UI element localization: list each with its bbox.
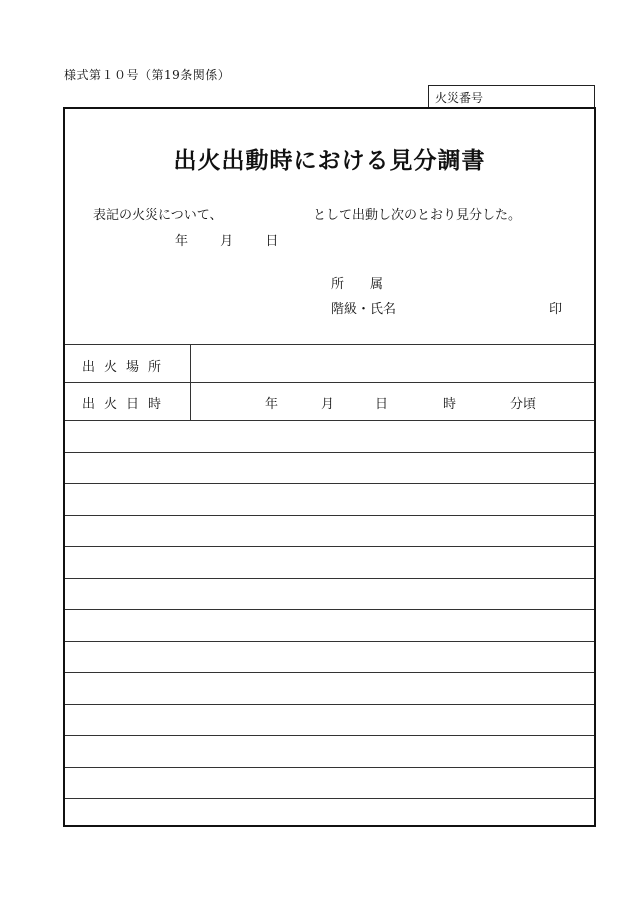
ruled-line: [65, 609, 594, 610]
datetime-year-unit: 年: [265, 397, 279, 412]
datetime-hour-unit: 時: [443, 397, 457, 412]
report-frame: [63, 107, 596, 827]
datetime-month-unit: 月: [321, 397, 335, 412]
ruled-line: [65, 798, 594, 799]
ruled-line: [65, 452, 594, 453]
ruled-line: [65, 546, 594, 547]
ruled-line: [65, 735, 594, 736]
ruled-line: [65, 515, 594, 516]
datetime-minute-unit: 分頃: [510, 397, 537, 412]
date-month-label: 月: [220, 234, 234, 249]
fire-location-field[interactable]: [191, 345, 594, 381]
ruled-line: [65, 704, 594, 705]
date-day-label: 日: [265, 234, 279, 249]
rank-name-label: 階級・氏名: [331, 302, 397, 317]
report-date: [175, 230, 278, 249]
date-year-label: 年: [175, 234, 189, 249]
affiliation-label: 所 属: [331, 277, 384, 292]
divider: [65, 420, 594, 421]
form-number-label: 様式第１０号（第19条関係）: [64, 68, 231, 82]
ruled-line: [65, 641, 594, 642]
fire-datetime-label: 出火日時: [82, 397, 171, 412]
intro-text-1: 表記の火災について、: [93, 208, 223, 223]
seal-label: 印: [548, 302, 562, 317]
ruled-line: [65, 672, 594, 673]
datetime-day-unit: 日: [375, 397, 389, 412]
fire-number-box[interactable]: [428, 85, 595, 107]
fire-number-label: 火災番号: [435, 91, 484, 105]
ruled-line: [65, 483, 594, 484]
fire-location-label: 出火場所: [82, 360, 171, 375]
ruled-line: [65, 767, 594, 768]
intro-text-2: として出動し次のとおり見分した。: [313, 208, 522, 223]
page-title: 出火出動時における見分調書: [173, 147, 486, 174]
ruled-line: [65, 578, 594, 579]
